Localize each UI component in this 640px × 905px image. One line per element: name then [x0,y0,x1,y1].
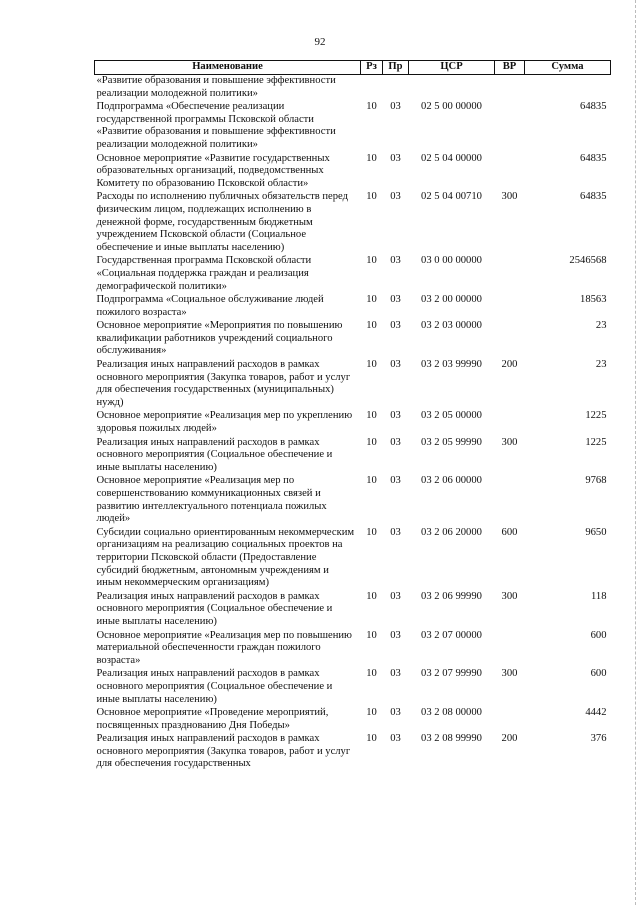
cell-sum: 600 [590,668,607,680]
cell-rz: 10 [366,668,377,680]
table-row [95,191,611,255]
cell-rz: 10 [366,590,377,602]
cell-csr: 03 0 00 00000 [421,255,482,267]
cell-pr: 03 [390,436,401,448]
cell-rz: 10 [366,526,377,538]
cell-name: Реализация иных направлений расходов в рамках основного мероприятия (Закупка товаров, работ и услуг для обеспечения государственных (муниципальных) нужд) [96,359,351,408]
cell-rz: 10 [366,294,377,306]
cell-pr: 03 [390,320,401,332]
cell-name: Подпрограмма «Обеспечение реализации государственной программы Псковской области «Развитие образования и повышение эффективности реализации молодежной политики» [96,101,336,150]
cell-vr [495,294,525,320]
cell-name: Субсидии социально ориентированным некоммерческим организациям на реализацию социальных проектов на территории Псковской области (Предоставление субсидий бюджетным, автономным учреждениям и иным некоммерческим организациям) [96,526,355,589]
cell-vr: 300 [501,436,518,448]
cell-vr [495,707,525,733]
cell-sum [525,75,611,102]
table-row [95,255,611,294]
cell-name: Подпрограмма «Социальное обслуживание людей пожилого возраста» [96,294,324,318]
cell-sum: 64835 [580,152,607,164]
cell-name: Основное мероприятие «Развитие государственных образовательных организаций, подведомственных Комитету по образованию Псковской области» [96,152,330,189]
cell-sum: 376 [590,733,607,745]
cell-sum: 64835 [580,101,607,113]
cell-name: Государственная программа Псковской области «Социальная поддержка граждан и реализация демографической политики» [96,255,312,292]
table-row [95,294,611,320]
cell-name: Основное мероприятие «Реализация мер по совершенствованию коммуникационных связей и развитию интеллектуального потенциала пожилых людей» [96,475,327,525]
cell-name: Реализация иных направлений расходов в рамках основного мероприятия (Социальное обеспечение и иные выплаты населению) [96,436,333,473]
table-row [95,437,611,476]
page-number: 92 [314,36,326,48]
cell-sum: 1225 [585,436,607,448]
cell-vr [495,320,525,359]
cell-rz: 10 [366,101,377,113]
cell-sum: 600 [590,629,607,641]
table-row [95,707,611,733]
cell-rz: 10 [366,359,377,371]
cell-pr: 03 [390,733,401,745]
cell-name: Реализация иных направлений расходов в рамках основного мероприятия (Закупка товаров, работ и услуг для обеспечения государственных [96,733,351,770]
cell-vr: 300 [501,191,518,203]
table-row [95,733,611,772]
cell-sum: 9650 [585,526,607,538]
cell-pr [383,75,409,102]
cell-sum: 118 [591,590,607,602]
cell-vr: 200 [501,733,518,745]
cell-csr: 02 5 04 00710 [421,191,482,203]
cell-vr: 600 [501,526,518,538]
cell-pr: 03 [390,101,401,113]
cell-csr: 03 2 07 00000 [421,629,482,641]
cell-csr: 03 2 03 99990 [421,359,482,371]
cell-name: Основное мероприятие «Мероприятия по повышению квалификации работников учреждений социального обслуживания» [96,320,343,357]
cell-csr [409,75,495,102]
table-row [95,527,611,591]
cell-rz: 10 [366,410,377,422]
cell-rz: 10 [366,436,377,448]
cell-csr: 03 2 03 00000 [421,320,482,332]
cell-csr: 03 2 07 99990 [421,668,482,680]
cell-rz: 10 [366,255,377,267]
cell-csr: 03 2 05 99990 [421,436,482,448]
table-row [95,668,611,707]
cell-vr [495,630,525,669]
cell-csr: 02 5 04 00000 [421,152,482,164]
cell-name: Расходы по исполнению публичных обязательств перед физическим лицом, подлежащих исполнению в денежной форме, государственным бюджетным учреждением Псковской области (Социальное обеспечение и иные выплаты населению) [96,191,348,253]
cell-pr: 03 [390,707,401,719]
table-row [95,410,611,436]
table-row [95,591,611,630]
cell-sum: 64835 [580,191,607,203]
header-name: Наименование [95,61,361,75]
header-rz: Рз [361,61,383,75]
cell-vr [495,410,525,436]
table-row [95,101,611,152]
cell-vr [495,75,525,102]
cell-rz: 10 [366,152,377,164]
cell-rz: 10 [366,320,377,332]
cell-pr: 03 [390,359,401,371]
table-row [95,359,611,410]
cell-sum: 1225 [585,410,607,422]
cell-sum: 23 [595,320,607,332]
cell-vr [495,475,525,526]
cell-vr: 200 [501,359,518,371]
cell-rz: 10 [366,191,377,203]
cell-rz: 10 [366,733,377,745]
cell-sum: 2546568 [569,255,607,267]
cell-sum: 4442 [585,707,607,719]
cell-csr: 03 2 08 00000 [421,707,482,719]
cell-sum: 9768 [585,475,607,487]
table-row [95,630,611,669]
table-header-row [95,61,611,75]
cell-csr: 03 2 06 00000 [421,475,482,487]
cell-pr: 03 [390,255,401,267]
cell-pr: 03 [390,410,401,422]
cell-name: Основное мероприятие «Реализация мер по повышению материальной обеспеченности граждан пожилого возраста» [96,629,352,666]
cell-name: Основное мероприятие «Проведение мероприятий, посвященных празднованию Дня Победы» [96,707,329,731]
cell-vr [495,101,525,152]
table-row [95,75,611,102]
cell-vr [495,153,525,192]
cell-csr: 03 2 00 00000 [421,294,482,306]
cell-pr: 03 [390,191,401,203]
cell-csr: 02 5 00 00000 [421,101,482,113]
cell-name: Реализация иных направлений расходов в рамках основного мероприятия (Социальное обеспечение и иные выплаты населению) [96,590,333,627]
cell-vr: 300 [501,668,518,680]
cell-name: «Развитие образования и повышение эффективности реализации молодежной политики» [96,75,336,99]
cell-csr: 03 2 08 99990 [421,733,482,745]
table-row [95,153,611,192]
cell-csr: 03 2 05 00000 [421,410,482,422]
scan-edge-rule [635,0,636,905]
cell-name: Реализация иных направлений расходов в рамках основного мероприятия (Социальное обеспечение и иные выплаты населению) [96,668,333,705]
table-body [95,75,611,773]
cell-pr: 03 [390,668,401,680]
cell-sum: 18563 [580,294,607,306]
cell-rz: 10 [366,629,377,641]
cell-pr: 03 [390,526,401,538]
header-vr: ВР [495,61,525,75]
cell-pr: 03 [390,475,401,487]
cell-pr: 03 [390,152,401,164]
cell-vr: 300 [501,590,518,602]
cell-rz: 10 [366,475,377,487]
cell-pr: 03 [390,590,401,602]
header-pr: Пр [383,61,409,75]
cell-pr: 03 [390,629,401,641]
table-row [95,320,611,359]
budget-table [94,60,611,772]
cell-rz [361,75,383,102]
cell-csr: 03 2 06 99990 [421,590,482,602]
cell-rz: 10 [366,707,377,719]
cell-sum: 23 [595,359,607,371]
cell-name: Основное мероприятие «Реализация мер по укреплению здоровья пожилых людей» [96,410,353,435]
cell-csr: 03 2 06 20000 [421,526,482,538]
cell-pr: 03 [390,294,401,306]
header-csr: ЦСР [409,61,495,75]
header-sum: Сумма [525,61,611,75]
table-row [95,475,611,526]
cell-vr [495,255,525,294]
